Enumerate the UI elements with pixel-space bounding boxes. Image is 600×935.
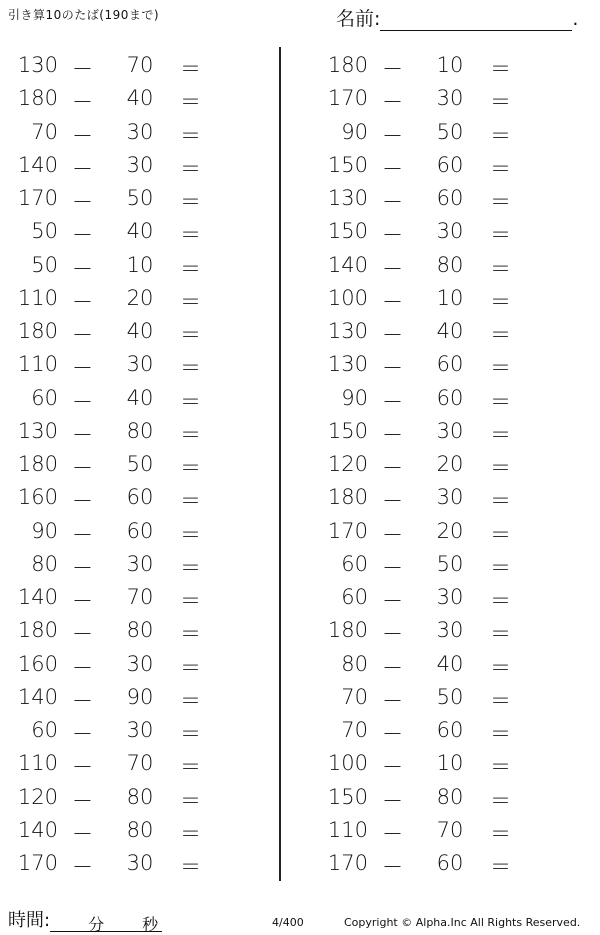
problem-row <box>310 282 570 315</box>
time-label: 時間: <box>8 910 51 931</box>
minuend: 130 <box>327 186 368 210</box>
subtrahend: 60 <box>126 485 154 510</box>
problem-row <box>0 49 260 82</box>
minus-sign: － <box>72 323 93 347</box>
equals-sign: ＝ <box>490 622 511 647</box>
problem-row <box>310 714 570 747</box>
copyright-notice: Copyright © Alpha.Inc All Rights Reserved. <box>344 916 581 929</box>
minuend: 170 <box>327 86 368 111</box>
minus-sign: － <box>72 223 93 248</box>
problem-row <box>0 282 260 315</box>
subtrahend: 60 <box>436 385 464 410</box>
equals-sign: ＝ <box>490 821 511 846</box>
minus-sign: － <box>382 190 403 214</box>
subtrahend: 60 <box>436 851 464 875</box>
subtrahend: 10 <box>436 751 464 776</box>
minuend: 130 <box>327 319 368 343</box>
minuend: 140 <box>17 152 58 177</box>
subtrahend: 50 <box>126 186 154 210</box>
subtrahend: 60 <box>436 186 464 210</box>
problem-row <box>0 581 260 614</box>
minuend: 60 <box>31 385 58 410</box>
minus-sign: － <box>382 323 403 347</box>
subtrahend: 60 <box>436 352 464 377</box>
subtrahend: 40 <box>126 219 154 244</box>
minuend: 110 <box>17 751 58 776</box>
problem-row <box>0 481 260 514</box>
minus-sign: － <box>382 755 403 780</box>
minus-sign: － <box>72 755 93 780</box>
equals-sign: ＝ <box>490 522 511 547</box>
equals-sign: ＝ <box>180 356 201 381</box>
minuend: 170 <box>17 186 58 210</box>
minus-sign: － <box>72 722 93 746</box>
subtrahend: 60 <box>436 152 464 177</box>
subtrahend: 20 <box>126 285 154 310</box>
minuend: 170 <box>327 518 368 543</box>
problem-row <box>310 382 570 415</box>
equals-sign: ＝ <box>490 489 511 514</box>
problem-row <box>310 515 570 548</box>
minuend: 160 <box>17 485 58 510</box>
subtrahend: 70 <box>436 817 464 842</box>
equals-sign: ＝ <box>490 788 511 813</box>
equals-sign: ＝ <box>180 722 201 746</box>
problem-row <box>0 249 260 282</box>
subtrahend: 60 <box>436 718 464 742</box>
subtrahend: 50 <box>436 684 464 709</box>
minuend: 140 <box>327 252 368 277</box>
minus-sign: － <box>72 855 93 879</box>
problem-row <box>310 614 570 647</box>
minuend: 140 <box>17 684 58 709</box>
problem-row <box>0 415 260 448</box>
subtrahend: 30 <box>126 718 154 742</box>
minuend: 180 <box>327 485 368 510</box>
subtrahend: 10 <box>436 53 464 77</box>
equals-sign: ＝ <box>490 323 511 347</box>
minus-sign: － <box>382 722 403 746</box>
subtrahend: 60 <box>126 518 154 543</box>
equals-sign: ＝ <box>180 123 201 148</box>
problem-row <box>0 182 260 215</box>
problem-row <box>0 548 260 581</box>
equals-sign: ＝ <box>490 156 511 181</box>
left-problem-column <box>0 49 260 880</box>
equals-sign: ＝ <box>490 755 511 780</box>
subtrahend: 30 <box>436 485 464 510</box>
subtrahend: 30 <box>126 551 154 576</box>
problem-row <box>0 714 260 747</box>
minus-sign: － <box>382 156 403 181</box>
subtrahend: 90 <box>126 684 154 709</box>
problem-row <box>310 149 570 182</box>
equals-sign: ＝ <box>490 688 511 713</box>
minuend: 80 <box>31 551 58 576</box>
minus-sign: － <box>72 622 93 647</box>
minuend: 70 <box>341 684 368 709</box>
subtrahend: 80 <box>126 817 154 842</box>
subtrahend: 80 <box>126 418 154 443</box>
problem-row <box>310 348 570 381</box>
equals-sign: ＝ <box>180 289 201 314</box>
minuend: 50 <box>31 219 58 244</box>
time-blank-line[interactable] <box>50 911 162 932</box>
equals-sign: ＝ <box>490 456 511 480</box>
problem-row <box>310 215 570 248</box>
minuend: 150 <box>327 152 368 177</box>
minuend: 50 <box>31 252 58 277</box>
equals-sign: ＝ <box>490 655 511 680</box>
equals-sign: ＝ <box>180 821 201 846</box>
problem-row <box>310 681 570 714</box>
minus-sign: － <box>382 622 403 647</box>
minus-sign: － <box>382 422 403 447</box>
subtrahend: 10 <box>436 285 464 310</box>
minuend: 90 <box>31 518 58 543</box>
problem-row <box>0 814 260 847</box>
minus-sign: － <box>382 389 403 414</box>
problem-row <box>0 648 260 681</box>
minuend: 180 <box>327 53 368 77</box>
subtrahend: 70 <box>126 751 154 776</box>
equals-sign: ＝ <box>180 489 201 514</box>
equals-sign: ＝ <box>180 522 201 547</box>
problem-row <box>310 781 570 814</box>
subtrahend: 80 <box>126 618 154 643</box>
minuend: 130 <box>327 352 368 377</box>
seconds-label: 秒 <box>142 915 159 934</box>
equals-sign: ＝ <box>490 422 511 447</box>
minuend: 80 <box>341 651 368 676</box>
minuend: 120 <box>17 784 58 809</box>
problem-row <box>310 448 570 481</box>
minuend: 60 <box>341 585 368 609</box>
minuend: 60 <box>341 551 368 576</box>
minus-sign: － <box>382 489 403 514</box>
equals-sign: ＝ <box>180 555 201 580</box>
subtrahend: 30 <box>436 219 464 244</box>
problem-row <box>310 847 570 880</box>
name-suffix: . <box>572 8 579 30</box>
problem-row <box>0 448 260 481</box>
equals-sign: ＝ <box>180 655 201 680</box>
problem-row <box>0 781 260 814</box>
page-number: 4/400 <box>272 916 304 929</box>
minuend: 120 <box>327 452 368 476</box>
minus-sign: － <box>72 356 93 381</box>
minuend: 70 <box>341 718 368 742</box>
equals-sign: ＝ <box>490 356 511 381</box>
equals-sign: ＝ <box>180 156 201 181</box>
subtrahend: 10 <box>126 252 154 277</box>
minus-sign: － <box>72 456 93 480</box>
problem-row <box>310 116 570 149</box>
right-problem-column <box>310 49 570 880</box>
time-field <box>8 906 162 932</box>
equals-sign: ＝ <box>180 622 201 647</box>
problem-row <box>310 182 570 215</box>
minuend: 180 <box>17 86 58 111</box>
problem-row <box>310 481 570 514</box>
equals-sign: ＝ <box>180 57 201 81</box>
name-blank-line[interactable] <box>380 10 572 31</box>
minus-sign: － <box>382 356 403 381</box>
subtrahend: 40 <box>126 385 154 410</box>
subtrahend: 30 <box>126 851 154 875</box>
problem-row <box>310 648 570 681</box>
equals-sign: ＝ <box>180 688 201 713</box>
subtrahend: 30 <box>436 585 464 609</box>
equals-sign: ＝ <box>180 456 201 480</box>
minuend: 110 <box>17 352 58 377</box>
minus-sign: － <box>382 821 403 846</box>
subtrahend: 40 <box>436 651 464 676</box>
equals-sign: ＝ <box>180 755 201 780</box>
worksheet-title: 引き算10のたば(190まで) <box>8 8 160 22</box>
minus-sign: － <box>72 156 93 181</box>
minus-sign: － <box>72 289 93 314</box>
equals-sign: ＝ <box>490 223 511 248</box>
minus-sign: － <box>382 289 403 314</box>
equals-sign: ＝ <box>490 57 511 81</box>
problem-row <box>0 348 260 381</box>
equals-sign: ＝ <box>180 223 201 248</box>
minuend: 180 <box>17 319 58 343</box>
problem-row <box>0 681 260 714</box>
minuend: 170 <box>17 851 58 875</box>
problem-row <box>0 847 260 880</box>
subtrahend: 30 <box>126 651 154 676</box>
minuend: 160 <box>17 651 58 676</box>
problem-row <box>310 315 570 348</box>
minus-sign: － <box>382 522 403 547</box>
equals-sign: ＝ <box>490 190 511 214</box>
subtrahend: 30 <box>436 86 464 111</box>
minus-sign: － <box>382 788 403 813</box>
subtrahend: 50 <box>126 452 154 476</box>
problem-row <box>310 49 570 82</box>
minus-sign: － <box>72 123 93 148</box>
minuend: 100 <box>327 285 368 310</box>
minuend: 140 <box>17 585 58 609</box>
problem-row <box>0 614 260 647</box>
subtrahend: 30 <box>436 618 464 643</box>
equals-sign: ＝ <box>490 589 511 613</box>
subtrahend: 50 <box>436 119 464 144</box>
problem-row <box>310 548 570 581</box>
subtrahend: 80 <box>436 252 464 277</box>
minuend: 140 <box>17 817 58 842</box>
minuend: 150 <box>327 219 368 244</box>
equals-sign: ＝ <box>180 323 201 347</box>
subtrahend: 20 <box>436 518 464 543</box>
minus-sign: － <box>72 489 93 514</box>
minus-sign: － <box>382 456 403 480</box>
minus-sign: － <box>382 123 403 148</box>
minus-sign: － <box>72 555 93 580</box>
minus-sign: － <box>382 57 403 81</box>
minuend: 130 <box>17 418 58 443</box>
minus-sign: － <box>72 389 93 414</box>
minus-sign: － <box>382 90 403 115</box>
minus-sign: － <box>72 422 93 447</box>
minuend: 100 <box>327 751 368 776</box>
minuend: 180 <box>327 618 368 643</box>
problem-row <box>0 82 260 115</box>
minus-sign: － <box>72 655 93 680</box>
problem-row <box>310 82 570 115</box>
minus-sign: － <box>382 589 403 613</box>
problem-row <box>0 315 260 348</box>
minus-sign: － <box>382 855 403 879</box>
minus-sign: － <box>72 589 93 613</box>
minus-sign: － <box>382 655 403 680</box>
minuend: 60 <box>31 718 58 742</box>
subtrahend: 40 <box>126 86 154 111</box>
minus-sign: － <box>72 788 93 813</box>
problem-row <box>310 814 570 847</box>
problem-row <box>0 515 260 548</box>
minus-sign: － <box>72 90 93 115</box>
equals-sign: ＝ <box>180 422 201 447</box>
equals-sign: ＝ <box>490 855 511 879</box>
problem-row <box>0 149 260 182</box>
name-label: 名前: <box>336 8 381 30</box>
subtrahend: 30 <box>436 418 464 443</box>
problem-row <box>310 249 570 282</box>
problem-row <box>310 581 570 614</box>
equals-sign: ＝ <box>490 90 511 115</box>
minuend: 70 <box>31 119 58 144</box>
minuend: 130 <box>17 53 58 77</box>
minus-sign: － <box>72 522 93 547</box>
subtrahend: 70 <box>126 53 154 77</box>
minus-sign: － <box>382 688 403 713</box>
minus-sign: － <box>72 190 93 214</box>
equals-sign: ＝ <box>180 190 201 214</box>
problem-row <box>0 747 260 780</box>
minuend: 110 <box>327 817 368 842</box>
problem-row <box>0 382 260 415</box>
equals-sign: ＝ <box>490 555 511 580</box>
equals-sign: ＝ <box>180 855 201 879</box>
equals-sign: ＝ <box>180 788 201 813</box>
minutes-label: 分 <box>88 915 105 934</box>
problem-row <box>0 116 260 149</box>
minuend: 90 <box>341 385 368 410</box>
subtrahend: 70 <box>126 585 154 609</box>
column-divider <box>279 47 281 881</box>
minuend: 90 <box>341 119 368 144</box>
minus-sign: － <box>382 256 403 281</box>
minus-sign: － <box>72 256 93 281</box>
minus-sign: － <box>382 223 403 248</box>
subtrahend: 30 <box>126 152 154 177</box>
problem-row <box>0 215 260 248</box>
equals-sign: ＝ <box>180 589 201 613</box>
equals-sign: ＝ <box>490 289 511 314</box>
equals-sign: ＝ <box>180 90 201 115</box>
name-field <box>336 4 578 31</box>
subtrahend: 20 <box>436 452 464 476</box>
problem-row <box>310 747 570 780</box>
equals-sign: ＝ <box>490 123 511 148</box>
minus-sign: － <box>72 688 93 713</box>
minuend: 180 <box>17 452 58 476</box>
subtrahend: 50 <box>436 551 464 576</box>
minuend: 150 <box>327 784 368 809</box>
minuend: 180 <box>17 618 58 643</box>
subtrahend: 40 <box>126 319 154 343</box>
minus-sign: － <box>382 555 403 580</box>
equals-sign: ＝ <box>490 256 511 281</box>
subtrahend: 80 <box>126 784 154 809</box>
equals-sign: ＝ <box>490 389 511 414</box>
minuend: 110 <box>17 285 58 310</box>
equals-sign: ＝ <box>490 722 511 746</box>
equals-sign: ＝ <box>180 389 201 414</box>
minuend: 150 <box>327 418 368 443</box>
subtrahend: 30 <box>126 352 154 377</box>
problem-row <box>310 415 570 448</box>
equals-sign: ＝ <box>180 256 201 281</box>
subtrahend: 80 <box>436 784 464 809</box>
minus-sign: － <box>72 821 93 846</box>
subtrahend: 30 <box>126 119 154 144</box>
subtrahend: 40 <box>436 319 464 343</box>
minus-sign: － <box>72 57 93 81</box>
minuend: 170 <box>327 851 368 875</box>
